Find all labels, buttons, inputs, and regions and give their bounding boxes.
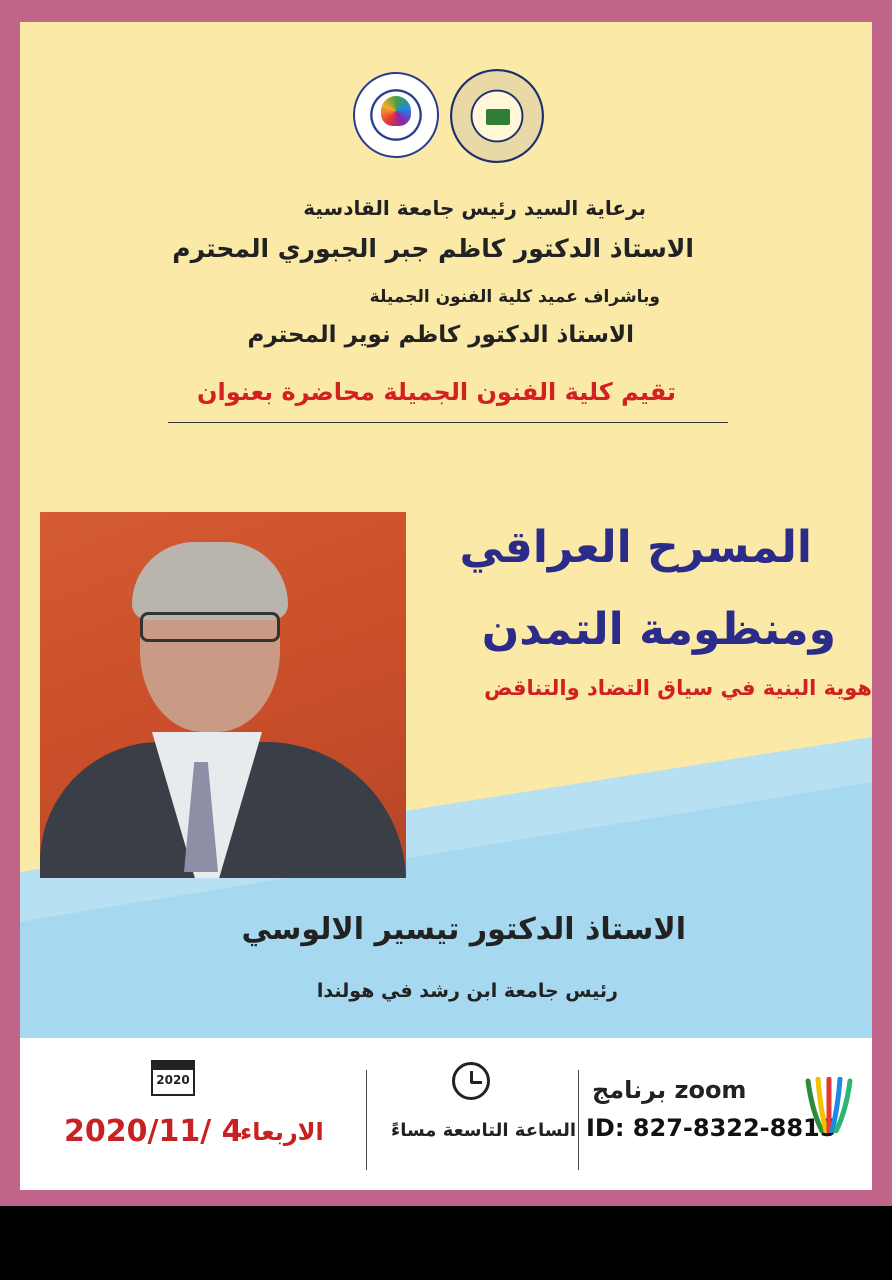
speaker-affiliation: رئيس جامعة ابن رشد في هولندا [316, 980, 618, 1002]
divider [168, 422, 728, 423]
university-of-qadisiyah-logo [450, 69, 544, 163]
patronage-line-4: الاستاذ الدكتور كاظم نوير المحترم [247, 322, 634, 348]
footer-divider-2 [578, 1070, 579, 1170]
speaker-name: الاستاذ الدكتور تيسير الالوسي [241, 912, 686, 947]
calendar-icon [151, 1060, 195, 1096]
zoom-label: برنامج zoom [592, 1076, 747, 1104]
event-time: الساعة التاسعة مساءً [391, 1120, 576, 1141]
clock-icon [452, 1062, 490, 1100]
footer-divider-1 [366, 1070, 367, 1170]
event-date: 2020/11/ 4 [64, 1114, 243, 1149]
zoom-meeting-id: ID: 827-8322-8815 [586, 1114, 837, 1142]
event-weekday: الاربعاء [240, 1118, 324, 1146]
speaker-photo [40, 512, 406, 878]
photo-hair [132, 542, 288, 620]
patronage-line-1: برعاية السيد رئيس جامعة القادسية [303, 196, 646, 220]
lecture-title-line-2: ومنظومة التمدن [481, 604, 836, 655]
patronage-line-3: وباشراف عميد كلية الفنون الجميلة [369, 287, 660, 307]
lecture-poster [20, 22, 872, 1190]
college-of-fine-arts-logo [353, 72, 439, 158]
calendar-year: 2020 [156, 1073, 190, 1087]
lecture-intro: تقيم كلية الفنون الجميلة محاضرة بعنوان [197, 378, 676, 406]
fine-arts-emblem-icon [381, 96, 411, 126]
photo-glasses [140, 612, 280, 642]
lecture-title-line-1: المسرح العراقي [459, 522, 812, 573]
rainbow-stripes-logo [802, 1077, 854, 1133]
lecture-subtitle: هوية البنية في سياق التضاد والتناقض [484, 676, 872, 700]
patronage-line-2: الاستاذ الدكتور كاظم جبر الجبوري المحترم [172, 234, 694, 263]
book-emblem-icon [486, 109, 510, 125]
